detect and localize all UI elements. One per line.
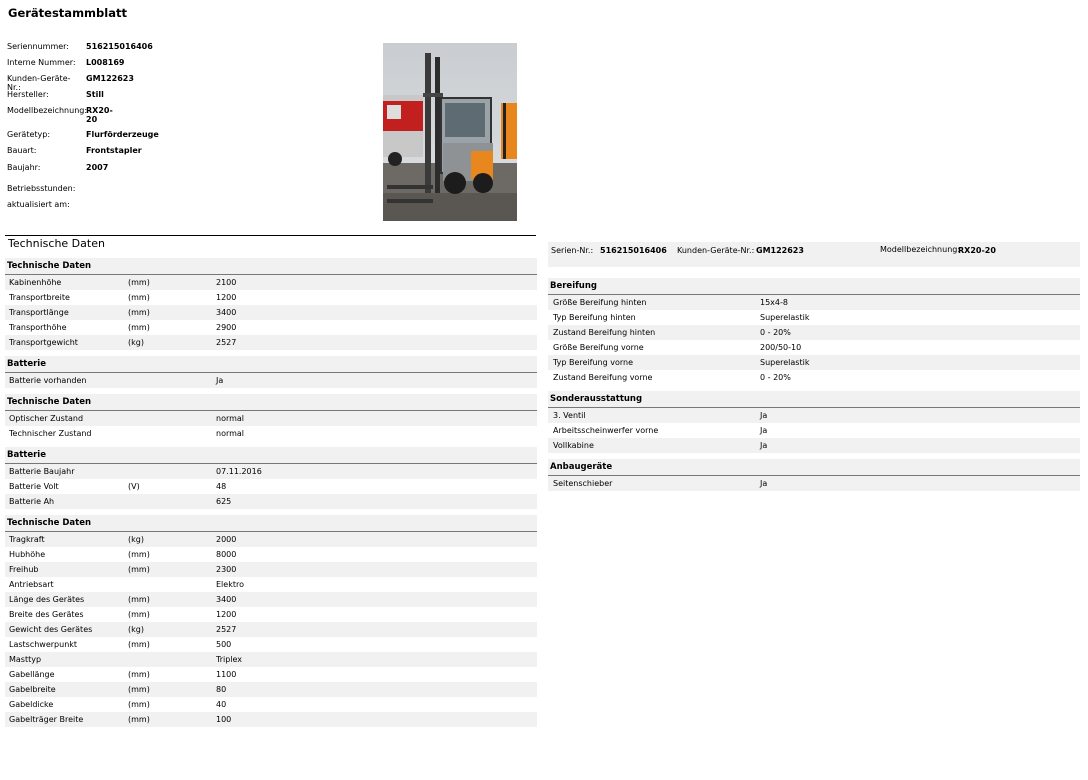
customer-label: Kunden-Geräte-Nr.: (677, 246, 755, 255)
serial-label: Serien-Nr.: (551, 246, 594, 255)
section-heading (548, 391, 1080, 408)
table-row (5, 373, 537, 388)
cell-label: Länge des Gerätes (9, 595, 85, 604)
table-row (5, 305, 537, 320)
table-row (548, 408, 1080, 423)
cell-label: Optischer Zustand (9, 414, 84, 423)
page-title: Gerätestammblatt (8, 6, 127, 20)
section-heading (548, 459, 1080, 476)
cell-value: 40 (216, 700, 227, 709)
cell-label: Gabelträger Breite (9, 715, 84, 724)
info-label: Betriebsstunden: (7, 184, 76, 193)
cell-label: Transporthöhe (9, 323, 67, 332)
table-row (5, 637, 537, 652)
table-row (5, 562, 537, 577)
table-row (548, 438, 1080, 453)
cell-unit: (mm) (128, 610, 150, 619)
section-rule (5, 235, 536, 236)
cell-unit: (mm) (128, 715, 150, 724)
cell-label: Batterie Ah (9, 497, 55, 506)
table-row (548, 370, 1080, 385)
info-value: GM122623 (86, 74, 134, 83)
cell-value: 1200 (216, 293, 237, 302)
cell-unit: (kg) (128, 625, 144, 634)
section-heading (5, 258, 537, 275)
table-row (5, 667, 537, 682)
section-heading (5, 356, 537, 373)
section-title: Bereifung (550, 281, 597, 291)
cell-value: 2300 (216, 565, 237, 574)
cell-value: 2000 (216, 535, 237, 544)
table-row (5, 607, 537, 622)
cell-unit: (mm) (128, 293, 150, 302)
table-row (5, 622, 537, 637)
cell-value: 1200 (216, 610, 237, 619)
info-label: Interne Nummer: (7, 58, 76, 67)
cell-value: Elektro (216, 580, 244, 589)
cell-label: Seitenschieber (553, 479, 613, 488)
cell-value: 200/50-10 (760, 343, 802, 352)
info-value: RX20-20 (86, 106, 113, 124)
technical-data-heading: Technische Daten (8, 237, 105, 250)
cell-label: Kabinenhöhe (9, 278, 62, 287)
table-row (5, 547, 537, 562)
cell-value: 07.11.2016 (216, 467, 262, 476)
cell-unit: (mm) (128, 670, 150, 679)
table-row (5, 426, 537, 441)
cell-value: 48 (216, 482, 227, 491)
cell-value: 2527 (216, 625, 237, 634)
info-value: Frontstapler (86, 146, 142, 155)
table-row (5, 335, 537, 350)
cell-value: 0 - 20% (760, 328, 791, 337)
cell-label: Zustand Bereifung vorne (553, 373, 653, 382)
section-title: Batterie (7, 450, 46, 460)
cell-value: Ja (216, 376, 224, 385)
cell-label: Masttyp (9, 655, 42, 664)
cell-label: Breite des Gerätes (9, 610, 84, 619)
table-row (548, 355, 1080, 370)
cell-value: 3400 (216, 308, 237, 317)
section-title: Technische Daten (7, 518, 92, 528)
cell-value: Superelastik (760, 358, 810, 367)
cell-label: Freihub (9, 565, 39, 574)
table-row (5, 275, 537, 290)
cell-label: Batterie Baujahr (9, 467, 75, 476)
cell-unit: (mm) (128, 323, 150, 332)
table-row (5, 577, 537, 592)
cell-unit: (mm) (128, 308, 150, 317)
cell-value: 100 (216, 715, 232, 724)
cell-unit: (V) (128, 482, 140, 491)
table-row (5, 411, 537, 426)
forklift-photo (383, 43, 517, 221)
cell-value: 2527 (216, 338, 237, 347)
cell-unit: (mm) (128, 685, 150, 694)
info-label: Modellbezeichnung: (7, 106, 88, 115)
cell-label: Vollkabine (553, 441, 594, 450)
table-row (548, 325, 1080, 340)
cell-label: Tragkraft (9, 535, 45, 544)
info-value: Still (86, 90, 104, 99)
cell-label: 3. Ventil (553, 411, 586, 420)
cell-label: Typ Bereifung hinten (553, 313, 636, 322)
cell-label: Transportbreite (9, 293, 70, 302)
table-row (5, 464, 537, 479)
table-row (5, 532, 537, 547)
cell-unit: (mm) (128, 700, 150, 709)
cell-value: Ja (760, 411, 768, 420)
cell-value: Ja (760, 479, 768, 488)
cell-label: Batterie vorhanden (9, 376, 87, 385)
section-title: Anbaugeräte (550, 462, 613, 472)
cell-value: normal (216, 429, 245, 438)
cell-label: Zustand Bereifung hinten (553, 328, 656, 337)
info-value: 516215016406 (86, 42, 153, 51)
right-header (548, 242, 1080, 267)
cell-value: 2900 (216, 323, 237, 332)
table-row (548, 340, 1080, 355)
cell-unit: (mm) (128, 595, 150, 604)
section-heading (5, 447, 537, 464)
table-row (5, 290, 537, 305)
info-value: Flurförderzeuge (86, 130, 159, 139)
table-row (5, 697, 537, 712)
model-label: Modellbezeichnung: (880, 245, 961, 254)
cell-value: normal (216, 414, 245, 423)
cell-label: Größe Bereifung vorne (553, 343, 644, 352)
table-row (548, 295, 1080, 310)
cell-value: Triplex (216, 655, 243, 664)
cell-label: Arbeitsscheinwerfer vorne (553, 426, 659, 435)
cell-value: 8000 (216, 550, 237, 559)
info-value: 2007 (86, 163, 109, 172)
table-row (5, 320, 537, 335)
cell-value: 15x4-8 (760, 298, 788, 307)
cell-label: Lastschwerpunkt (9, 640, 78, 649)
info-label: Bauart: (7, 146, 37, 155)
cell-value: 3400 (216, 595, 237, 604)
cell-value: 500 (216, 640, 232, 649)
cell-unit: (mm) (128, 278, 150, 287)
info-label: Baujahr: (7, 163, 41, 172)
table-row (5, 479, 537, 494)
info-label: Gerätetyp: (7, 130, 51, 139)
section-heading (5, 394, 537, 411)
section-title: Technische Daten (7, 397, 92, 407)
cell-value: Ja (760, 426, 768, 435)
customer-value: GM122623 (756, 246, 804, 255)
cell-label: Größe Bereifung hinten (553, 298, 647, 307)
cell-value: 1100 (216, 670, 237, 679)
cell-label: Antriebsart (9, 580, 54, 589)
info-label: Hersteller: (7, 90, 49, 99)
forklift-image (383, 43, 517, 221)
cell-unit: (mm) (128, 565, 150, 574)
table-row (548, 476, 1080, 491)
cell-label: Transportgewicht (9, 338, 78, 347)
table-row (5, 494, 537, 509)
cell-label: Gabeldicke (9, 700, 54, 709)
cell-label: Typ Bereifung vorne (553, 358, 634, 367)
info-label: aktualisiert am: (7, 200, 70, 209)
info-value: L008169 (86, 58, 125, 67)
section-heading (548, 278, 1080, 295)
cell-value: Ja (760, 441, 768, 450)
model-value: RX20-20 (958, 246, 996, 255)
cell-value: Superelastik (760, 313, 810, 322)
cell-label: Transportlänge (9, 308, 69, 317)
cell-label: Hubhöhe (9, 550, 46, 559)
table-row (548, 423, 1080, 438)
cell-unit: (mm) (128, 640, 150, 649)
cell-label: Technischer Zustand (9, 429, 92, 438)
table-row (548, 310, 1080, 325)
cell-unit: (kg) (128, 338, 144, 347)
section-title: Batterie (7, 359, 46, 369)
table-row (5, 652, 537, 667)
cell-value: 625 (216, 497, 232, 506)
section-title: Technische Daten (7, 261, 92, 271)
cell-label: Gabellänge (9, 670, 55, 679)
info-label: Kunden-Geräte-Nr.: (7, 74, 71, 92)
table-row (5, 592, 537, 607)
table-row (5, 712, 537, 727)
cell-label: Gabelbreite (9, 685, 56, 694)
cell-value: 80 (216, 685, 227, 694)
info-label: Seriennummer: (7, 42, 69, 51)
cell-unit: (mm) (128, 550, 150, 559)
cell-value: 0 - 20% (760, 373, 791, 382)
cell-unit: (kg) (128, 535, 144, 544)
section-title: Sonderausstattung (550, 394, 643, 404)
table-row (5, 682, 537, 697)
cell-label: Gewicht des Gerätes (9, 625, 93, 634)
section-heading (5, 515, 537, 532)
cell-label: Batterie Volt (9, 482, 59, 491)
serial-value: 516215016406 (600, 246, 667, 255)
cell-value: 2100 (216, 278, 237, 287)
